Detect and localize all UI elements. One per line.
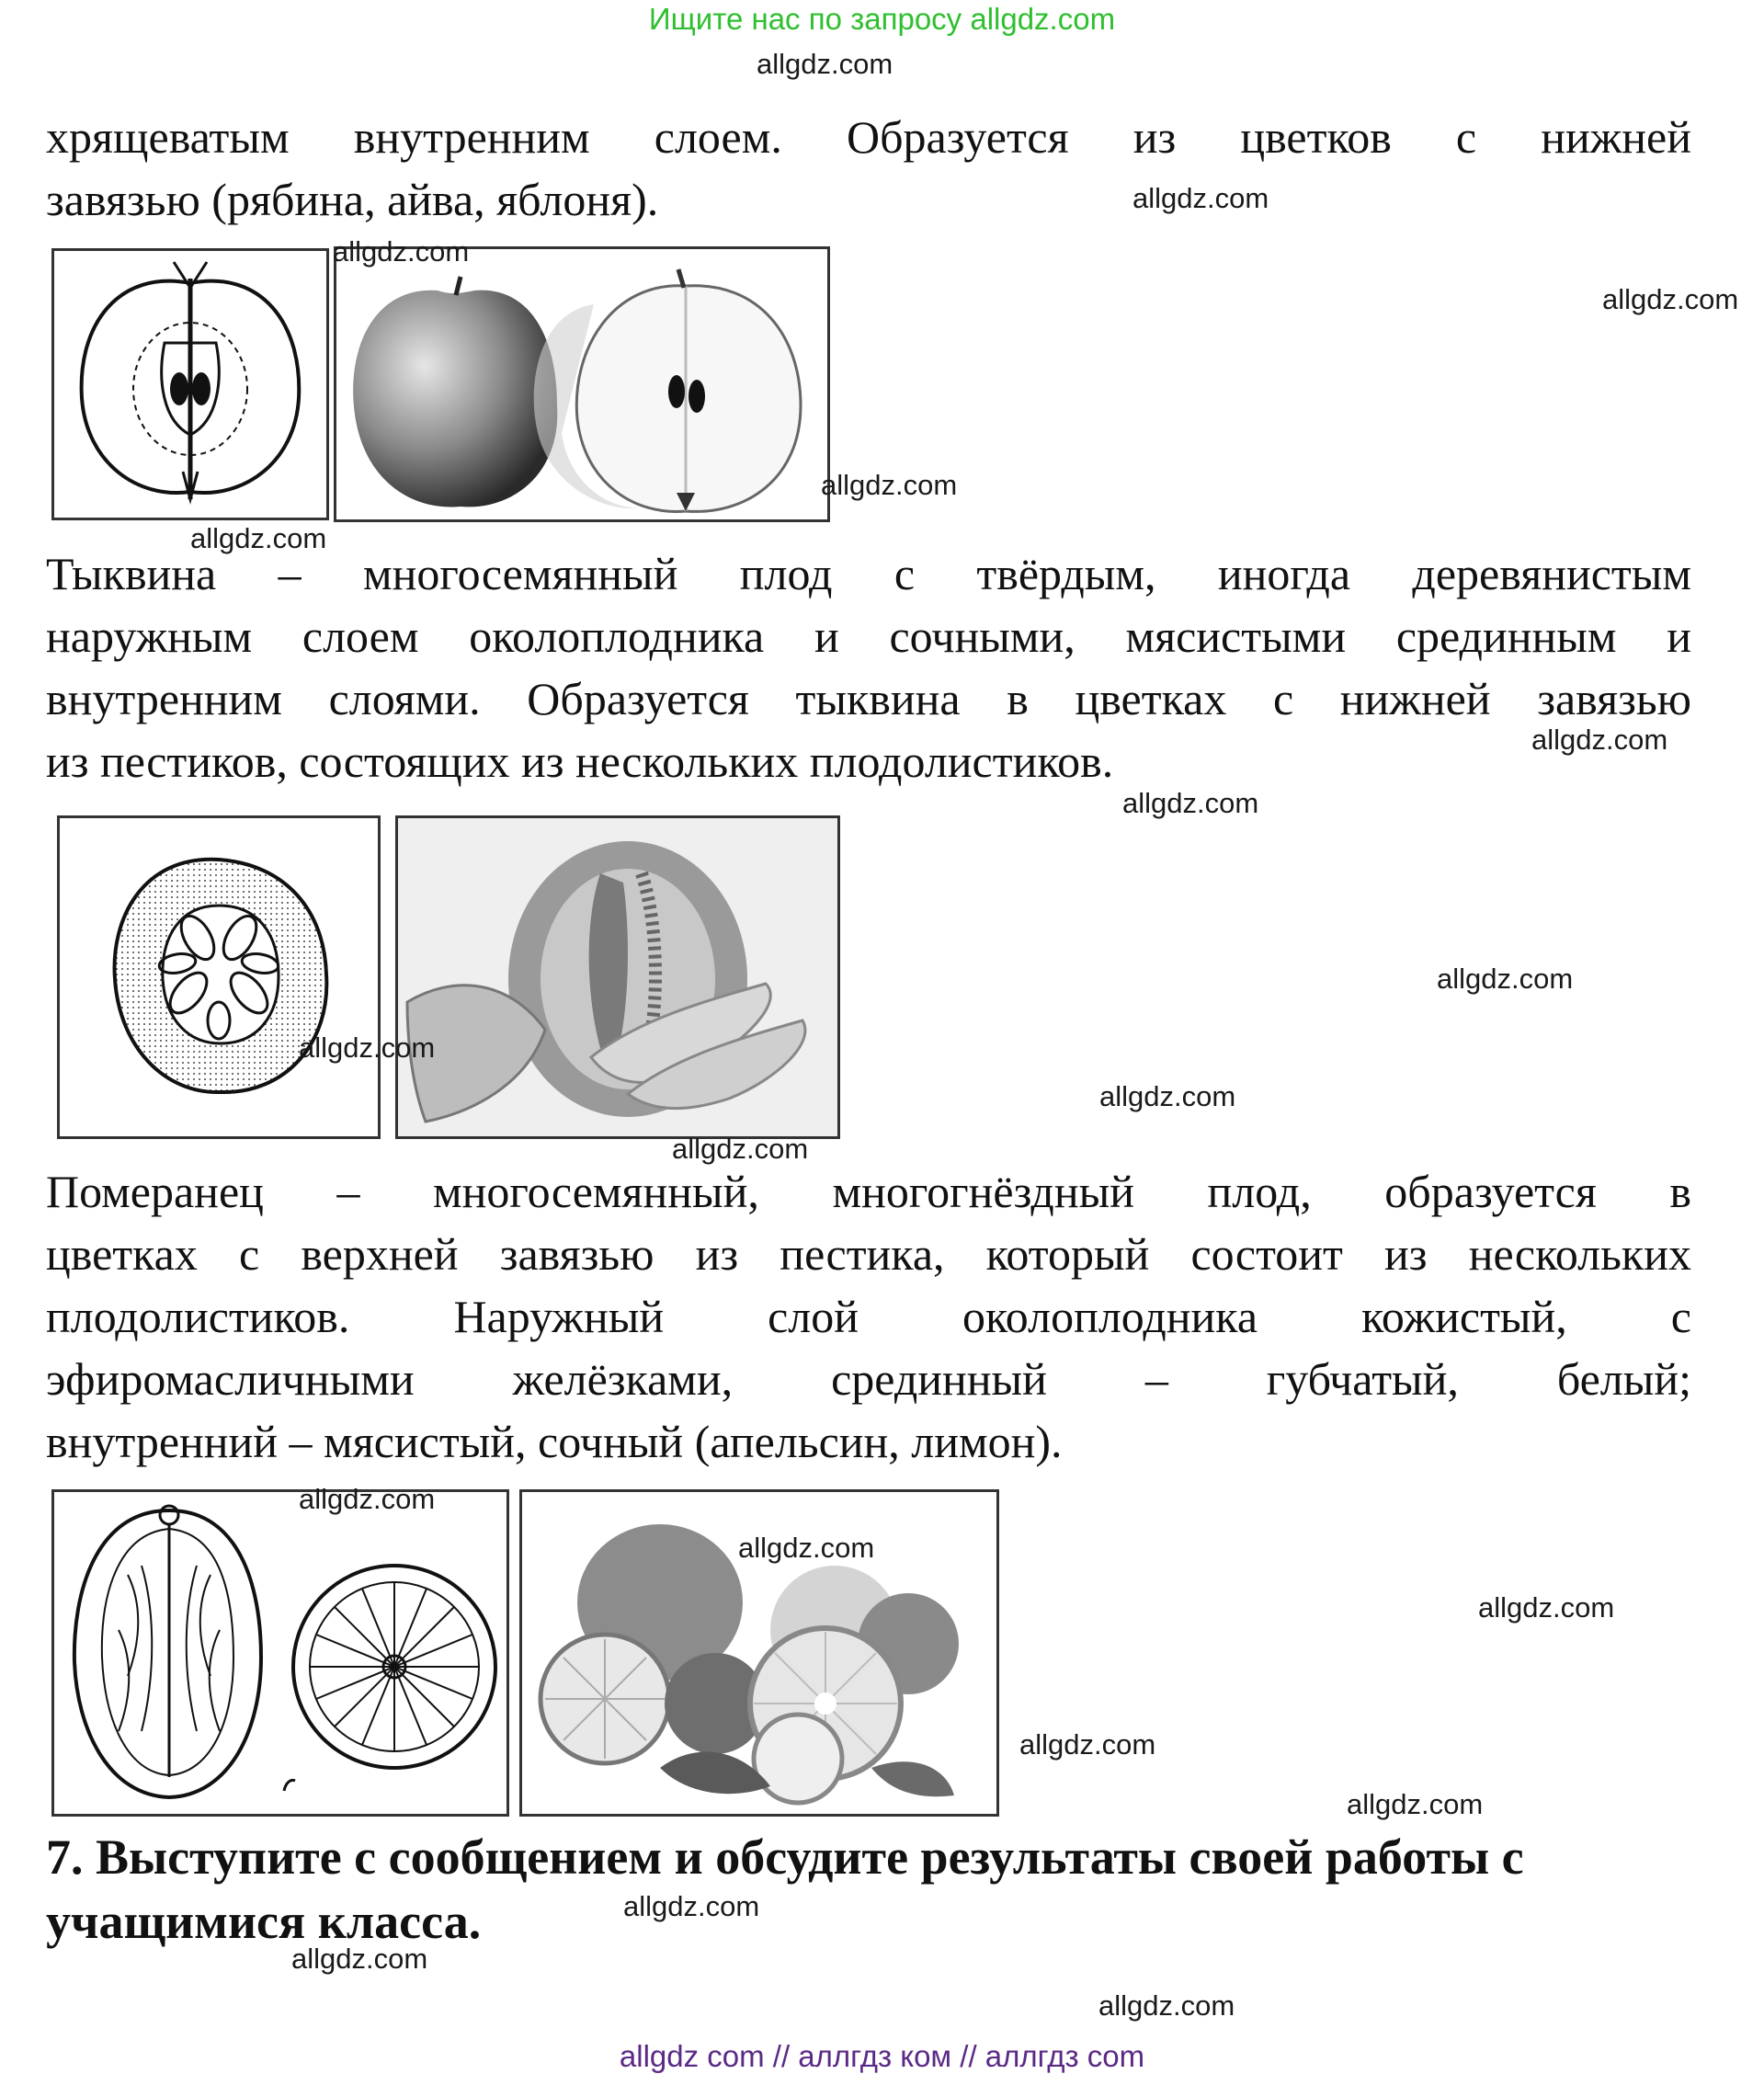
watermark: allgdz.com <box>1478 1591 1615 1624</box>
watermark: allgdz.com <box>821 469 958 501</box>
apple-section-drawing <box>54 251 326 518</box>
watermark: allgdz.com <box>672 1133 809 1165</box>
apple-paragraph <box>46 106 1691 231</box>
text-line: хрящеватым внутренним слоем. Образуется из цветков с нижней <box>46 111 1691 163</box>
text-line: эфиромасличными желёзками, срединный – губчатый, белый; <box>46 1353 1691 1405</box>
watermark: allgdz.com <box>1132 182 1269 214</box>
text-line: наружным слоем околоплодника и сочными, мясистыми срединным и <box>46 610 1691 662</box>
watermark: allgdz.com <box>333 235 470 268</box>
watermark: allgdz.com <box>738 1532 875 1564</box>
watermark: allgdz.com <box>299 1031 436 1064</box>
watermark: allgdz.com <box>291 1943 428 1975</box>
watermark: allgdz.com <box>1531 724 1668 756</box>
watermark: allgdz.com <box>299 1483 436 1515</box>
pumpkin-diagram-figure <box>57 815 381 1139</box>
watermark: allgdz.com <box>1122 787 1259 819</box>
watermark: allgdz.com <box>623 1890 760 1922</box>
watermark: allgdz.com <box>1099 1080 1236 1112</box>
watermark: allgdz.com <box>757 48 893 80</box>
apple-photo <box>336 249 827 519</box>
footer-links[interactable]: allgdz com // аллгдз ком // аллгдз com <box>619 2039 1145 2073</box>
watermark: allgdz.com <box>1437 963 1574 995</box>
text-line: Тыквина – многосемянный плод с твёрдым, иногда деревянистым <box>46 548 1691 599</box>
orange-paragraph <box>46 1160 1691 1473</box>
search-banner[interactable]: Ищите нас по запросу allgdz.com <box>648 2 1116 36</box>
text-line: внутренним слоями. Образуется тыквина в цветках с нижней завязью <box>46 673 1691 724</box>
watermark: allgdz.com <box>190 522 327 554</box>
orange-diagram-figure <box>51 1489 509 1817</box>
apple-photo-figure <box>334 246 830 522</box>
watermark: allgdz.com <box>1098 1989 1235 2022</box>
task-line-2: учащимися класса. <box>46 1894 482 1949</box>
melon-photo <box>398 818 837 1136</box>
apple-diagram-figure <box>51 248 329 520</box>
text-line: Померанец – многосемянный, многогнёздный плод, образуется в <box>46 1166 1691 1217</box>
task-line-1: 7. Выступите с сообщением и обсудите результаты своей работы с <box>46 1829 1524 1885</box>
melon-photo-figure <box>395 815 840 1139</box>
text-line: плодолистиков. Наружный слой околоплодника кожистый, с <box>46 1291 1691 1342</box>
text-line: из пестиков, состоящих из нескольких плодолистиков. <box>46 735 1114 787</box>
text-line: внутренний – мясистый, сочный (апельсин, лимон). <box>46 1416 1063 1467</box>
text-line: цветках с верхней завязью из пестика, который состоит из нескольких <box>46 1228 1691 1280</box>
citrus-section-drawing <box>54 1492 506 1814</box>
watermark: allgdz.com <box>1019 1728 1156 1761</box>
pumpkin-paragraph <box>46 542 1691 792</box>
pumpkin-section-drawing <box>60 818 378 1136</box>
watermark: allgdz.com <box>1602 283 1739 315</box>
watermark: allgdz.com <box>1347 1788 1484 1820</box>
text-line: завязью (рябина, айва, яблоня). <box>46 174 659 225</box>
task-heading <box>46 1825 1701 1954</box>
